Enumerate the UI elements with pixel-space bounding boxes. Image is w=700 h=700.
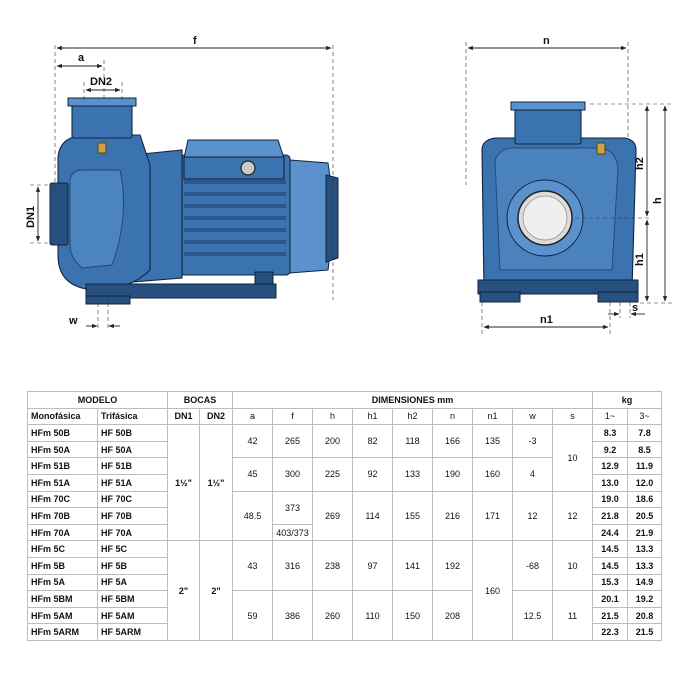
- header-h2: h2: [393, 408, 433, 425]
- dim-h2-cell: 118: [393, 425, 433, 458]
- model-tri: HF 51B: [98, 458, 168, 475]
- dim-label-n: n: [543, 35, 550, 47]
- kg3-cell: 8.5: [628, 441, 662, 458]
- model-mono: HFm 5ARM: [28, 624, 98, 641]
- model-mono: HFm 5A: [28, 574, 98, 591]
- dn2-cell: 2": [200, 541, 233, 641]
- header-h: h: [313, 408, 353, 425]
- model-mono: HFm 5AM: [28, 607, 98, 624]
- kg1-cell: 20.1: [593, 591, 628, 608]
- model-tri: HF 70B: [98, 508, 168, 525]
- model-mono: HFm 50B: [28, 425, 98, 442]
- pump-front-view: [478, 102, 638, 302]
- model-tri: HF 5A: [98, 574, 168, 591]
- dim-label-w: w: [69, 315, 78, 327]
- table-row: [28, 491, 662, 508]
- dim-a-cell: 48.5: [233, 491, 273, 541]
- dim-n-cell: 190: [433, 458, 473, 491]
- dim-h2-cell: 155: [393, 491, 433, 541]
- dim-w-cell: 4: [513, 458, 553, 491]
- header-n: n: [433, 408, 473, 425]
- dim-s-cell: 10: [553, 425, 593, 491]
- dim-label-h: h: [652, 197, 664, 204]
- model-mono: HFm 70C: [28, 491, 98, 508]
- kg1-cell: 22.3: [593, 624, 628, 641]
- model-tri: HF 51A: [98, 474, 168, 491]
- dim-f-cell: 403/373: [273, 524, 313, 541]
- header-a: a: [233, 408, 273, 425]
- kg1-cell: 21.5: [593, 607, 628, 624]
- header-w: w: [513, 408, 553, 425]
- model-tri: HF 5AM: [98, 607, 168, 624]
- header-f: f: [273, 408, 313, 425]
- kg1-cell: 14.5: [593, 557, 628, 574]
- dim-n-cell: 208: [433, 591, 473, 641]
- kg3-cell: 18.6: [628, 491, 662, 508]
- header-dn1: DN1: [168, 408, 200, 425]
- dn1-cell: 1½": [168, 425, 200, 541]
- dn1-cell: 2": [168, 541, 200, 641]
- model-tri: HF 70A: [98, 524, 168, 541]
- dim-n-cell: 166: [433, 425, 473, 458]
- dim-w-cell: -3: [513, 425, 553, 458]
- header-dimensiones: DIMENSIONES mm: [233, 392, 593, 409]
- dim-label-h2: h2: [634, 157, 646, 170]
- header-trifasica: Trifásica: [98, 408, 168, 425]
- dim-h2-cell: 150: [393, 591, 433, 641]
- kg1-cell: 14.5: [593, 541, 628, 558]
- dim-w-cell: 12.5: [513, 591, 553, 641]
- header-h1: h1: [353, 408, 393, 425]
- kg1-cell: 12.9: [593, 458, 628, 475]
- dim-f-cell: 265: [273, 425, 313, 458]
- model-mono: HFm 50A: [28, 441, 98, 458]
- dim-h-cell: 200: [313, 425, 353, 458]
- dn2-cell: 1½": [200, 425, 233, 541]
- dim-n1-cell: 135: [473, 425, 513, 458]
- dim-s-cell: 12: [553, 491, 593, 541]
- header-kg: kg: [593, 392, 662, 409]
- table-sub-header-row: [28, 408, 662, 425]
- header-n1: n1: [473, 408, 513, 425]
- header-s: s: [553, 408, 593, 425]
- dim-h1-cell: 92: [353, 458, 393, 491]
- dim-w-cell: 12: [513, 491, 553, 541]
- table-row: [28, 591, 662, 608]
- model-mono: HFm 51A: [28, 474, 98, 491]
- kg3-cell: 13.3: [628, 541, 662, 558]
- header-dn2: DN2: [200, 408, 233, 425]
- dim-h1-cell: 97: [353, 541, 393, 591]
- dim-h1-cell: 114: [353, 491, 393, 541]
- dim-a-cell: 43: [233, 541, 273, 591]
- dim-h-cell: 269: [313, 491, 353, 541]
- dim-label-h1: h1: [634, 253, 646, 266]
- model-mono: HFm 5B: [28, 557, 98, 574]
- model-tri: HF 70C: [98, 491, 168, 508]
- brass-plug-icon: [98, 143, 106, 153]
- dimensions-table: [27, 391, 662, 641]
- kg1-cell: 15.3: [593, 574, 628, 591]
- dim-a-cell: 42: [233, 425, 273, 458]
- header-monofasica: Monofásica: [28, 408, 98, 425]
- dim-n1-cell: 160: [473, 458, 513, 491]
- kg1-cell: 21.8: [593, 508, 628, 525]
- kg1-cell: 24.4: [593, 524, 628, 541]
- model-tri: HF 50B: [98, 425, 168, 442]
- kg3-cell: 13.3: [628, 557, 662, 574]
- dim-f-cell: 386: [273, 591, 313, 641]
- header-modelo: MODELO: [28, 392, 168, 409]
- header-kg3: 3~: [628, 408, 662, 425]
- model-tri: HF 5B: [98, 557, 168, 574]
- model-tri: HF 50A: [98, 441, 168, 458]
- dim-s-cell: 10: [553, 541, 593, 591]
- dim-a-cell: 45: [233, 458, 273, 491]
- header-bocas: BOCAS: [168, 392, 233, 409]
- kg3-cell: 19.2: [628, 591, 662, 608]
- model-mono: HFm 5BM: [28, 591, 98, 608]
- dim-f-cell: 373: [273, 491, 313, 524]
- kg3-cell: 14.9: [628, 574, 662, 591]
- dim-h-cell: 225: [313, 458, 353, 491]
- header-kg1: 1~: [593, 408, 628, 425]
- model-mono: HFm 5C: [28, 541, 98, 558]
- kg3-cell: 20.5: [628, 508, 662, 525]
- dim-h-cell: 260: [313, 591, 353, 641]
- dim-h-cell: 238: [313, 541, 353, 591]
- kg3-cell: 21.9: [628, 524, 662, 541]
- pump-side-view: [50, 98, 338, 304]
- dim-label-dn1: DN1: [25, 205, 37, 228]
- dim-a-cell: 59: [233, 591, 273, 641]
- model-mono: HFm 70B: [28, 508, 98, 525]
- model-tri: HF 5C: [98, 541, 168, 558]
- dim-label-dn2: DN2: [90, 76, 113, 88]
- kg3-cell: 12.0: [628, 474, 662, 491]
- kg3-cell: 11.9: [628, 458, 662, 475]
- dim-f-cell: 300: [273, 458, 313, 491]
- kg1-cell: 13.0: [593, 474, 628, 491]
- kg1-cell: 9.2: [593, 441, 628, 458]
- dim-n-cell: 192: [433, 541, 473, 591]
- dim-h2-cell: 141: [393, 541, 433, 591]
- dim-n1-cell: 160: [473, 541, 513, 641]
- table-row: [28, 541, 662, 558]
- table-group-header-row: [28, 392, 662, 409]
- dim-label-s: s: [632, 302, 639, 314]
- dim-n1-cell: 171: [473, 491, 513, 541]
- dim-f-cell: 316: [273, 541, 313, 591]
- dim-h1-cell: 110: [353, 591, 393, 641]
- dim-h2-cell: 133: [393, 458, 433, 491]
- dim-label-a: a: [78, 52, 85, 64]
- dim-h1-cell: 82: [353, 425, 393, 458]
- cable-gland-icon: [241, 161, 255, 175]
- kg3-cell: 7.8: [628, 425, 662, 442]
- model-tri: HF 5BM: [98, 591, 168, 608]
- dim-w-cell: -68: [513, 541, 553, 591]
- kg1-cell: 8.3: [593, 425, 628, 442]
- kg3-cell: 20.8: [628, 607, 662, 624]
- dim-s-cell: 11: [553, 591, 593, 641]
- dim-label-n1: n1: [540, 314, 553, 326]
- model-mono: HFm 70A: [28, 524, 98, 541]
- model-mono: HFm 51B: [28, 458, 98, 475]
- table-row: [28, 425, 662, 442]
- model-tri: HF 5ARM: [98, 624, 168, 641]
- dim-n-cell: 216: [433, 491, 473, 541]
- kg3-cell: 21.5: [628, 624, 662, 641]
- dim-label-f: f: [193, 35, 197, 47]
- kg1-cell: 19.0: [593, 491, 628, 508]
